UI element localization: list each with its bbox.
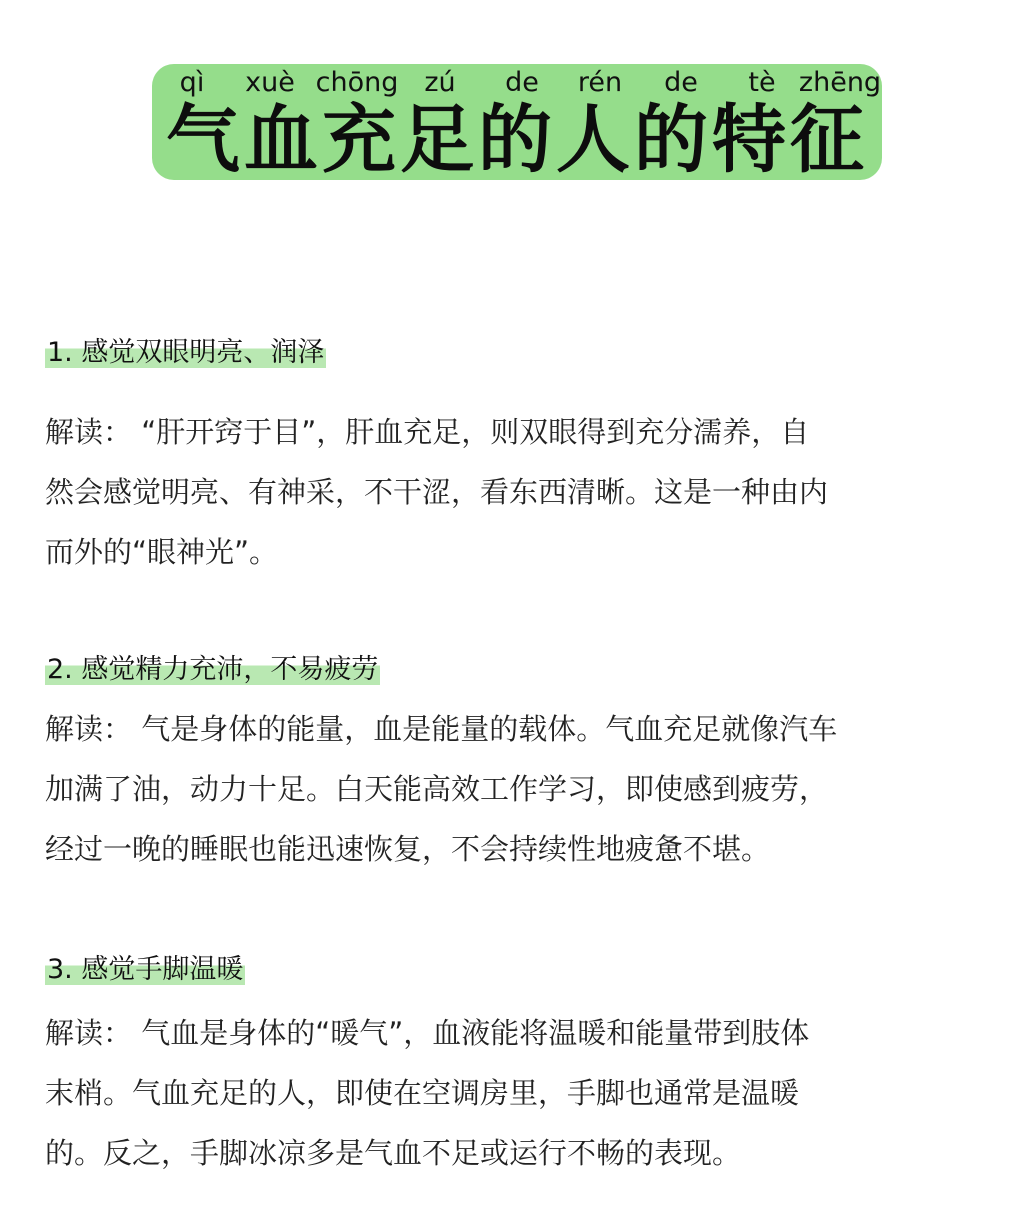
section-heading: 2. 感觉精力充沛，不易疲劳 [47,654,379,685]
section-2 [45,655,965,879]
body-line: 然会感觉明亮、有神采，不干涩，看东西清晰。这是一种由内 [45,475,829,509]
body-line: 解读： “肝开窍于目”，肝血充足，则双眼得到充分濡养，自 [45,415,810,449]
pinyin-row [150,66,884,100]
section-heading: 1. 感觉双眼明亮、润泽 [47,337,325,368]
section-body [45,699,960,879]
body-line: 加满了油，动力十足。白天能高效工作学习，即使感到疲劳， [45,772,829,806]
body-line: 解读： 气血是身体的“暖气”，血液能将温暖和能量带到肢体 [45,1016,810,1050]
section-heading: 3. 感觉手脚温暖 [47,954,244,985]
pinyin-syllable: chōng [315,67,399,98]
section-body [45,1003,960,1183]
body-line: 而外的“眼神光”。 [45,535,279,569]
title-banner [150,58,884,182]
pinyin-syllable: de [664,67,698,98]
section-body [45,402,960,582]
body-line: 末梢。气血充足的人，即使在空调房里，手脚也通常是温暖 [45,1076,800,1110]
section-3 [45,955,965,1183]
pinyin-syllable: zhēng [798,67,882,98]
pinyin-syllable: qì [179,67,205,98]
body-line: 解读： 气是身体的能量，血是能量的载体。气血充足就像汽车 [45,712,838,746]
body-line: 经过一晚的睡眠也能迅速恢复，不会持续性地疲惫不堪。 [45,832,771,866]
page-title: 气血充足的人的特征 [166,97,868,183]
pinyin-syllable: de [505,67,539,98]
pinyin-syllable: zú [424,67,456,98]
pinyin-syllable: rén [577,67,623,98]
pinyin-syllable: tè [748,67,776,98]
body-line: 的。反之，手脚冰凉多是气血不足或运行不畅的表现。 [45,1136,742,1170]
pinyin-syllable: xuè [245,67,295,98]
section-1 [45,338,965,582]
